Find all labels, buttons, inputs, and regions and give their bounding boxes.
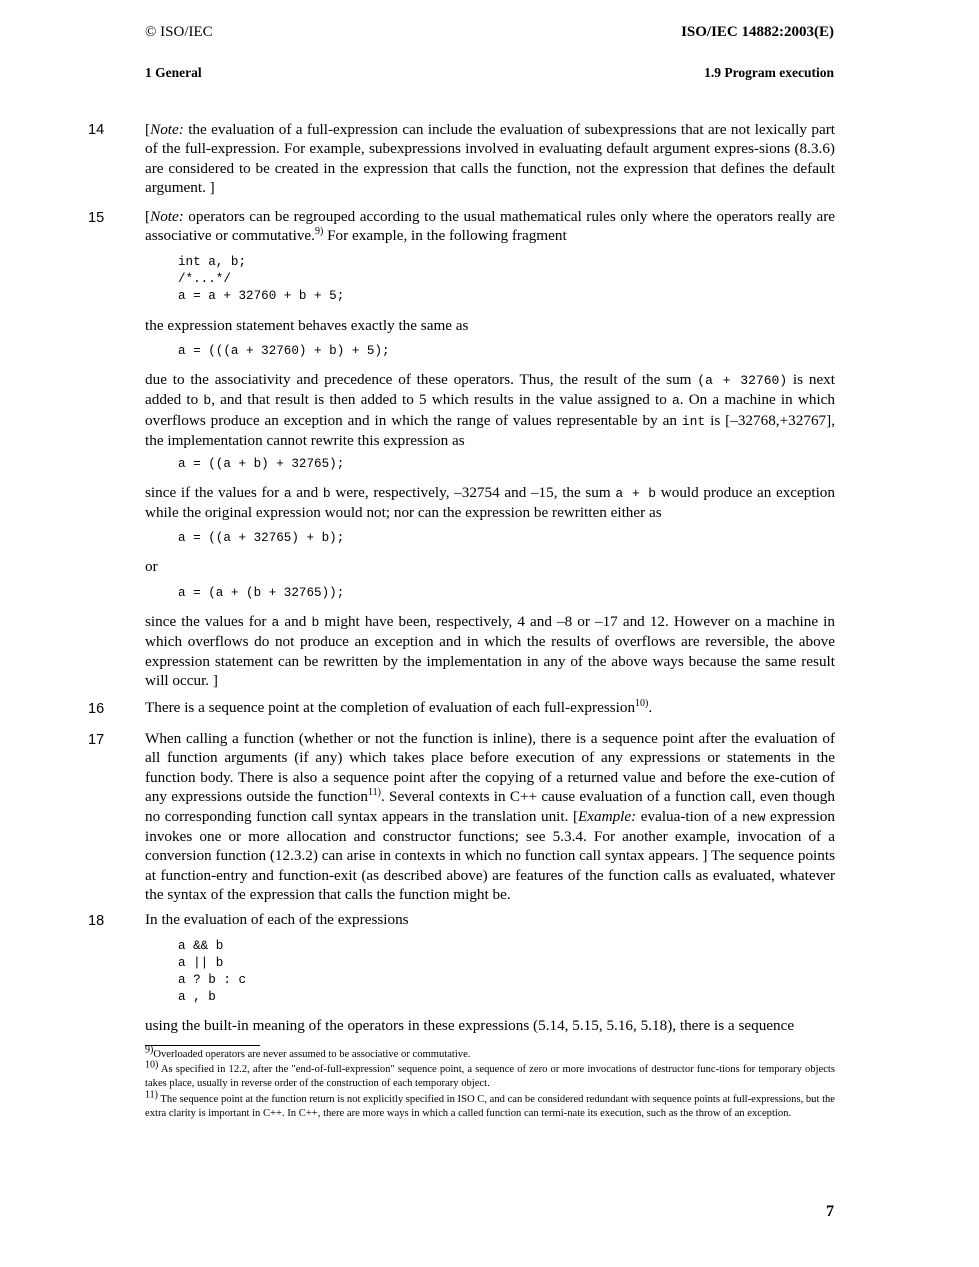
paragraph-number-17: 17 [88,732,105,748]
text-run: is next added to [145,371,836,409]
inline-code: b [311,615,320,630]
inline-code: a [283,486,292,501]
paragraph-16 [145,698,835,717]
text-run: since if the values for [145,484,284,501]
paragraph-15-after-code3 [145,483,835,523]
text-run: , and that result is then added to 5 which results in the value assigned to [211,391,672,409]
footnote-ref-10[interactable]: 10) [635,697,649,709]
paragraph-15 [145,207,835,246]
paragraph-number-15: 15 [88,210,105,226]
text-run: since the values for [145,613,272,630]
header-standard-id: ISO/IEC 14882:2003(E) [681,24,834,40]
paragraph-15-text: operators can be regrouped according to the usual mathematical rules only where the operators really are associative or commutative. [145,208,835,245]
text-run: and [291,484,323,501]
footnote-mark: 9) [145,1044,154,1056]
inline-code: a [671,393,680,409]
paragraph-14-text: the evaluation of a full-expression can include the evaluation of subexpressions that are not lexically part of the full-expression. For example, subexpressions involved in evaluating default argument expres-sions (8.3.6) are considered to be created in the expression that calls the function, not the expression that defines the default argument. ] [145,121,835,197]
code-block-4: a = ((a + 32765) + b); [178,531,345,545]
inline-code: a [271,615,280,630]
text-run: evalua-tion of a [636,807,743,825]
paragraph-14 [145,120,835,198]
code-block-5: a = (a + (b + 32765)); [178,586,345,600]
inline-code: a + b [615,486,657,501]
code-block-1: int a, b; /*...*/ a = a + 32760 + b + 5; [178,255,345,303]
inline-code: (a + 32760) [697,373,788,388]
page-number: 7 [826,1203,834,1220]
footnote-ref-11[interactable]: 11) [367,787,381,799]
text-run: . [648,699,653,716]
bracket: [ [145,121,151,138]
paragraph-15-after-code5 [145,612,835,691]
paragraph-number-14: 14 [88,122,105,138]
text-run: due to the associativity and precedence of these operators. Thus, the result of the sum [145,371,698,388]
paragraph-number-16: 16 [88,701,105,717]
paragraph-18-after-code: using the built-in meaning of the operators in these expressions (5.14, 5.15, 5.16, 5.18), there is a sequence [145,1017,795,1034]
footnote-ref-9[interactable]: 9) [314,226,324,238]
footnote-10 [145,1059,835,1091]
header-section-right: 1.9 Program execution [704,65,834,80]
or-text: or [145,558,158,575]
paragraph-17 [145,729,835,905]
text-run: expression invokes one or more allocation and constructor functions; see 5.3.4. For another example, invocation of a conversion function (12.3.2) can arise in contexts in which no function call syntax appears. ] The sequence points at function-entry and function-exit (as described above) are features of the function calls as evaluated, whatever the syntax of the expression that calls the function might be. [145,807,835,904]
paragraph-16-text: There is a sequence point at the completion of evaluation of each full-expression [145,699,636,716]
inline-code: int [681,413,706,429]
code-block-2: a = (((a + 32760) + b) + 5); [178,344,390,358]
footnote-11 [145,1089,836,1121]
footnote-mark: 10) [145,1059,159,1071]
text-run: . On a machine in which overflows produce an exception and in which the range of values representable by an [145,391,835,429]
text-run: Overloaded operators are never assumed to be associative or commutative. [153,1049,471,1060]
text-run: were, respectively, –32754 and –15, the sum [330,484,616,501]
footnote-mark: 11) [145,1089,158,1101]
footnote-9 [145,1044,835,1062]
text-run: and [279,613,312,630]
inline-code: b [322,486,331,501]
paragraph-number-18: 18 [88,913,105,929]
example-label: Example: [578,807,637,825]
text-run: The sequence point at the function return is not explicitly specified in ISO C, and can be considered redundant with sequence points at full-expressions, but the extra clarity is important in C++. In C++, there are more ways in which a called function can termi-nate its execution, such as the throw of an exception. [145,1094,836,1119]
text-run: might have been, respectively, 4 and –8 or –17 and 12. However on a machine in which overflows do not produce an exception and in which the results of overflows are reversible, the above expression statement can be rewritten by the implementation in any of the above ways because the same result will occur. ] [145,613,835,690]
code-block-6: a && b a || b a ? b : c a , b [178,939,247,1004]
text-run: As specified in 12.2, after the "end-of-full-expression" sequence point, a sequence of zero or more invocations of destructor func-tions for temporary objects takes place, usually in reverse order of the construction of each temporary object. [145,1064,835,1089]
note-label: Note: [150,208,184,225]
text-run: is [–32768,+32767], the implementation cannot rewrite this expression as [145,411,835,450]
text-run: would produce an exception while the original expression would not; nor can the expression be rewritten either as [145,484,835,522]
bracket: [ [145,208,151,225]
footnote-rule [145,1045,260,1046]
paragraph-15-after-code1: the expression statement behaves exactly the same as [145,317,469,334]
header-section-left: 1 General [145,65,202,80]
header-copyright: © ISO/IEC [145,24,213,40]
text-run: When calling a function (whether or not the function is inline), there is a sequence point after the evaluation of all function arguments (if any) which takes place before execution of any expressions or statements in the function body. There is also a sequence point after the copying of a returned value and before the exe-cution of any expressions outside the function [145,730,835,806]
text-run: . Several contexts in C++ cause evaluation of a function call, even though no corresponding function call syntax appears in the translation unit. [ [145,788,835,825]
code-block-3: a = ((a + b) + 32765); [178,457,345,471]
paragraph-18: In the evaluation of each of the expressions [145,911,409,928]
inline-code: b [203,393,212,409]
paragraph-15-text-cont: For example, in the following fragment [323,227,567,245]
inline-code: new [742,809,766,825]
note-label: Note: [150,121,184,138]
paragraph-15-after-code2 [145,370,835,451]
